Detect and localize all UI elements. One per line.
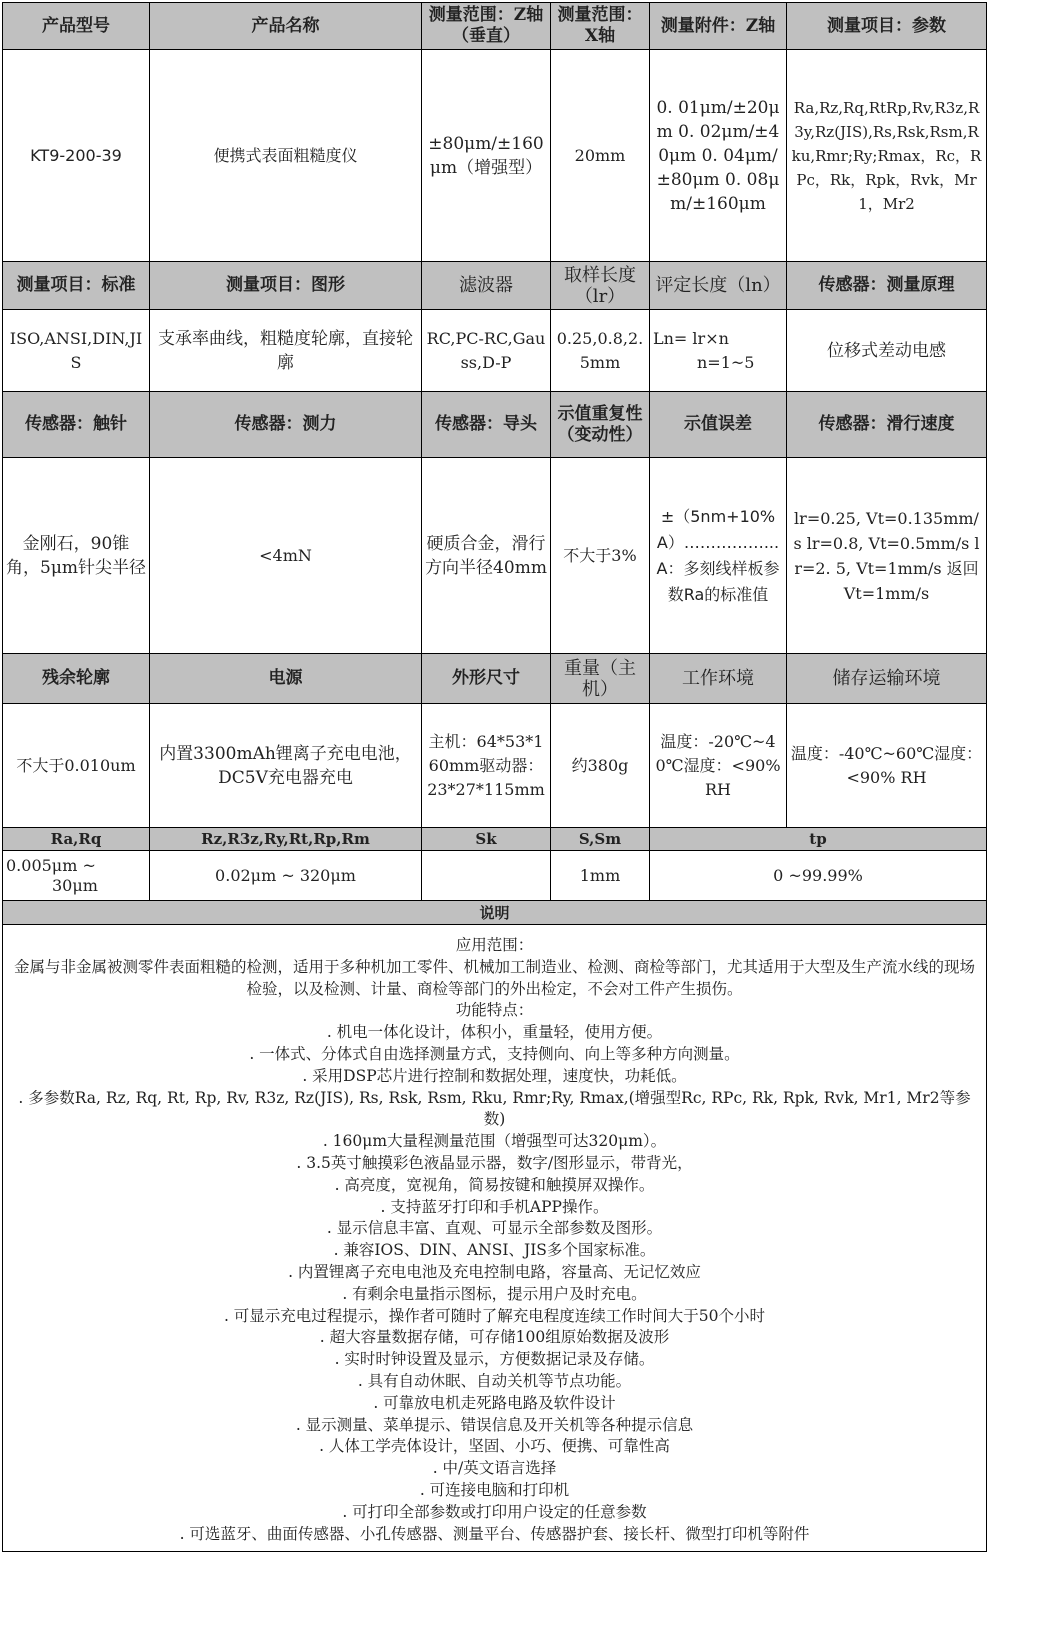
sk-value [422, 851, 551, 901]
header-product-name: 产品名称 [150, 3, 422, 50]
header-row-1 [3, 3, 987, 50]
notes-line: . 显示信息丰富、直观、可显示全部参数及图形。 [326, 1219, 663, 1238]
header-sensor-principle: 传感器：测量原理 [787, 262, 987, 310]
notes-lines [9, 935, 980, 1545]
notes-line: 功能特点： [455, 1001, 534, 1020]
model-value: KT9-200-39 [3, 50, 150, 262]
notes-line: . 内置锂离子充电电池及充电控制电路，容量高、无记忆效应 [288, 1262, 701, 1281]
notes-line: . 160μm大量程测量范围（增强型可达320μm）。 [322, 1132, 667, 1151]
header-s-sm: S,Sm [551, 828, 650, 851]
notes-line: . 机电一体化设计，体积小，重量轻，使用方便。 [326, 1023, 663, 1042]
notes-line: 金属与非金属被测零件表面粗糙的检测，适用于多种机加工零件、机械加工制造业、检测、商检等部门，尤其适用于大型及生产流水线的现场检验，以及检测、计量、商检等部门的外出检定，不会对工件产生损伤。 [13, 957, 975, 998]
notes-line: . 采用DSP芯片进行控制和数据处理，速度快，功耗低。 [302, 1066, 687, 1085]
storage-env-value: 温度：-40℃~60℃湿度：<90% RH [787, 704, 987, 828]
notes-line: . 显示测量、菜单提示、错误信息及开关机等各种提示信息 [295, 1415, 694, 1434]
header-ra-rq: Ra,Rq [3, 828, 150, 851]
header-parameters: 测量项目：参数 [787, 3, 987, 50]
z-accessory-value: 0. 01μm/±20μm 0. 02μm/±40μm 0. 04μm/±80μm 0. 08μm/±160μm [650, 50, 787, 262]
notes-line: . 可选蓝牙、曲面传感器、小孔传感器、测量平台、传感器护套、接长杆、微型打印机等附件 [179, 1524, 810, 1543]
header-standard: 测量项目：标准 [3, 262, 150, 310]
header-error: 示值误差 [650, 392, 787, 458]
notes-row [3, 925, 987, 1552]
notes-title: 说明 [3, 901, 987, 925]
header-model: 产品型号 [3, 3, 150, 50]
weight-value: 约380g [551, 704, 650, 828]
standard-value: ISO,ANSI,DIN,JIS [3, 310, 150, 392]
header-power: 电源 [150, 654, 422, 704]
sampling-length-value: 0.25,0.8,2.5mm [551, 310, 650, 392]
header-sampling-length: 取样长度（lr） [551, 262, 650, 310]
header-residual-profile: 残余轮廓 [3, 654, 150, 704]
header-sk: Sk [422, 828, 551, 851]
header-z-range: 测量范围：Z轴（垂直） [422, 3, 551, 50]
notes-line: . 有剩余电量指示图标，提示用户及时充电。 [342, 1284, 647, 1303]
speed-value: lr=0.25, Vt=0.135mm/s lr=0.8, Vt=0.5mm/s lr=2. 5, Vt=1mm/s 返回Vt=1mm/s [787, 458, 987, 654]
header-storage-env: 储存运输环境 [787, 654, 987, 704]
notes-content [3, 925, 987, 1552]
notes-line: . 3.5英寸触摸彩色液晶显示器，数字/图形显示，带背光， [296, 1153, 693, 1172]
header-filter: 滤波器 [422, 262, 551, 310]
ra-rq-to: 30μm [52, 875, 98, 895]
stylus-value: 金刚石，90锥角，5μm针尖半径 [3, 458, 150, 654]
header-evaluation-length: 评定长度（ln） [650, 262, 787, 310]
value-row-1 [3, 50, 987, 262]
value-row-5 [3, 851, 987, 901]
force-value: <4mN [150, 458, 422, 654]
notes-header-row [3, 901, 987, 925]
notes-line: . 可打印全部参数或打印用户设定的任意参数 [342, 1502, 647, 1521]
header-work-env: 工作环境 [650, 654, 787, 704]
ra-rq-value [3, 851, 150, 901]
graphics-value: 支承率曲线，粗糙度轮廓，直接轮廓 [150, 310, 422, 392]
x-range-value: 20mm [551, 50, 650, 262]
value-row-2 [3, 310, 987, 392]
notes-line: . 支持蓝牙打印和手机APP操作。 [380, 1197, 609, 1216]
guide-value: 硬质合金，滑行方向半径40mm [422, 458, 551, 654]
header-guide: 传感器：导头 [422, 392, 551, 458]
notes-line: 应用范围： [455, 936, 534, 954]
work-env-value: 温度：-20℃~40℃湿度：<90% RH [650, 704, 787, 828]
parameters-value: Ra,Rz,Rq,RtRp,Rv,R3z,R3y,Rz(JIS),Rs,Rsk,Rsm,Rku,Rmr;Ry;Rmax，Rc，RPc，Rk，Rpk，Rvk，Mr1，Mr2 [787, 50, 987, 262]
repeatability-value: 不大于3% [551, 458, 650, 654]
header-rz-group: Rz,R3z,Ry,Rt,Rp,Rm [150, 828, 422, 851]
notes-line: . 多参数Ra, Rz, Rq, Rt, Rp, Rv, R3z, Rz(JIS), Rs, Rsk, Rsm, Rku, Rmr;Ry, Rmax,(增强型Rc, RPc, Rk, Rpk, Rvk, Mr1, Mr2等参数) [18, 1088, 971, 1129]
header-speed: 传感器：滑行速度 [787, 392, 987, 458]
product-name-value: 便携式表面粗糙度仪 [150, 50, 422, 262]
notes-line: . 实时时钟设置及显示，方便数据记录及存储。 [334, 1350, 655, 1369]
header-row-2 [3, 262, 987, 310]
header-z-accessory: 测量附件：Z轴 [650, 3, 787, 50]
z-range-value: ±80μm/±160 μm（增强型） [422, 50, 551, 262]
power-value: 内置3300mAh锂离子充电电池，DC5V充电器充电 [150, 704, 422, 828]
header-dimensions: 外形尺寸 [422, 654, 551, 704]
value-row-4 [3, 704, 987, 828]
residual-profile-value: 不大于0.010um [3, 704, 150, 828]
evaluation-length-formula: Ln= lr×n [653, 328, 729, 348]
notes-line: . 高亮度，宽视角，简易按键和触摸屏双操作。 [334, 1175, 655, 1194]
s-sm-value: 1mm [551, 851, 650, 901]
notes-line: . 可靠放电机走死路电路及软件设计 [373, 1393, 616, 1412]
ra-rq-from: 0.005μm ~ [6, 855, 96, 875]
header-weight: 重量（主机） [551, 654, 650, 704]
notes-line: . 兼容IOS、DIN、ANSI、JIS多个国家标准。 [333, 1241, 656, 1260]
rz-group-value: 0.02μm ~ 320μm [150, 851, 422, 901]
header-row-5 [3, 828, 987, 851]
notes-line: . 可显示充电过程提示，操作者可随时了解充电程度连续工作时间大于50个小时 [223, 1306, 766, 1325]
filter-value: RC,PC-RC,Gauss,D-P [422, 310, 551, 392]
header-row-4 [3, 654, 987, 704]
header-stylus: 传感器：触针 [3, 392, 150, 458]
header-x-range: 测量范围：X轴 [551, 3, 650, 50]
dimensions-value: 主机：64*53*160mm驱动器：23*27*115mm [422, 704, 551, 828]
evaluation-length-n: n=1~5 [697, 352, 755, 372]
header-graphics: 测量项目：图形 [150, 262, 422, 310]
notes-line: . 一体式、分体式自由选择测量方式，支持侧向、向上等多种方向测量。 [249, 1044, 740, 1063]
header-tp: tp [650, 828, 987, 851]
notes-line: . 人体工学壳体设计，坚固、小巧、便携、可靠性高 [319, 1437, 670, 1456]
notes-line: . 超大容量数据存储，可存储100组原始数据及波形 [319, 1328, 670, 1347]
evaluation-length-value [650, 310, 787, 392]
tp-value: 0 ~99.99% [650, 851, 987, 901]
spec-table [2, 2, 987, 1552]
error-value: ±（5nm+10%A）……………...A：多刻线样板参数Ra的标准值 [650, 458, 787, 654]
header-repeatability: 示值重复性（变动性） [551, 392, 650, 458]
notes-line: . 中/英文语言选择 [432, 1459, 557, 1478]
header-row-3 [3, 392, 987, 458]
value-row-3 [3, 458, 987, 654]
notes-line: . 具有自动休眠、自动关机等节点功能。 [357, 1371, 632, 1390]
header-force: 传感器：测力 [150, 392, 422, 458]
sensor-principle-value: 位移式差动电感 [787, 310, 987, 392]
notes-line: . 可连接电脑和打印机 [419, 1480, 570, 1499]
